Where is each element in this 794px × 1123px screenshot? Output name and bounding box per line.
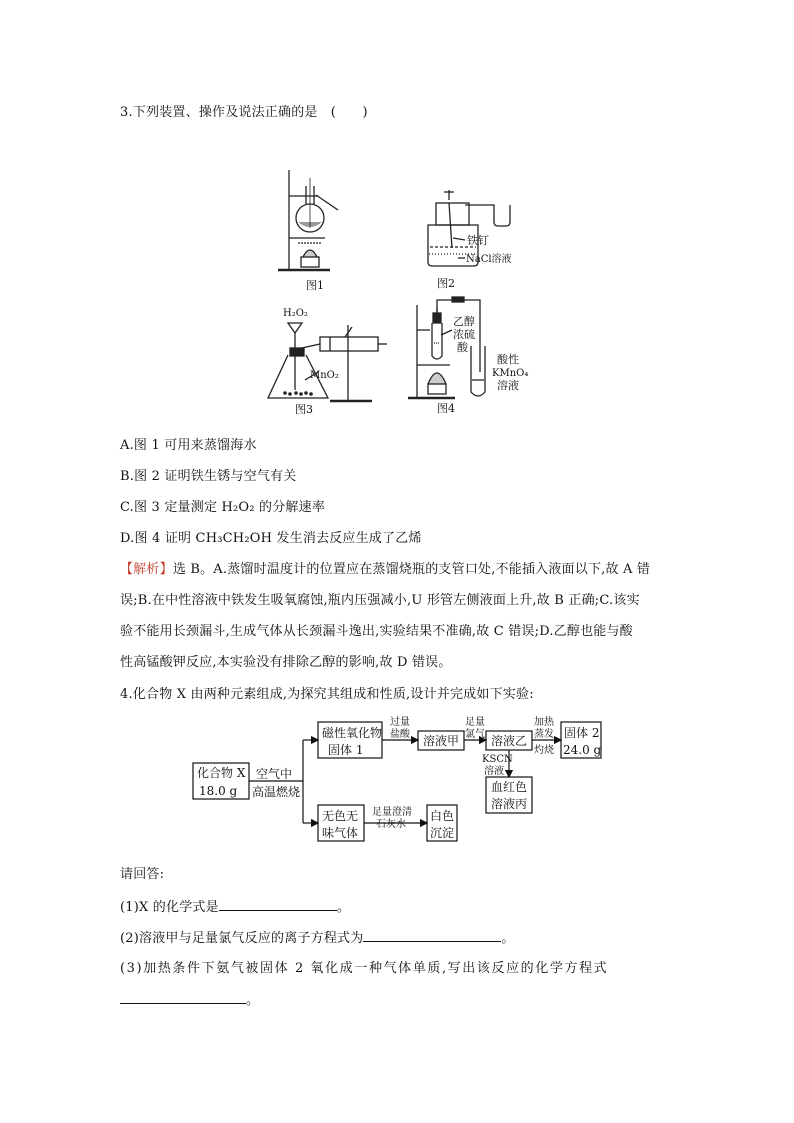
period-2: 。 [501,931,515,946]
answer-blank-1[interactable] [219,897,337,911]
label-kmno4: KMnO₄ [492,368,529,379]
label-heat-1: 加热 [534,717,554,728]
answer-blank-3[interactable] [120,990,246,1004]
figure-4-label: 图4 [437,402,455,415]
label-limewater-1: 足量澄清 [372,807,412,818]
figure-2-label: 图2 [437,277,455,290]
option-a: A.图 1 可用来蒸馏海水 [120,438,257,453]
label-excess-1: 过量 [390,717,410,728]
sub-question-3: (3)加热条件下氨气被固体 2 氧化成一种气体单质,写出该反应的化学方程式 [120,961,609,976]
label-solid2-2: 24.0 g [563,743,602,757]
label-heat-2: 蒸发 [534,729,554,740]
label-ethanol: 乙醇 [453,315,475,328]
sub-question-2 [120,928,515,948]
label-red-1: 血红色 [491,780,528,794]
label-mno2: MnO₂ [310,370,339,381]
label-iron-nail: 铁钉 [467,234,489,247]
label-limewater-2: 石灰水 [376,819,406,830]
analysis-line-2: 误;B.在中性溶液中铁发生吸氧腐蚀,瓶内压强减小,U 形管左侧液面上升,故 B 正确;C.该实 [120,593,640,608]
figure-3-label: 图3 [295,403,313,416]
label-heat-3: 灼烧 [534,745,554,756]
label-h2o2: H₂O₂ [283,308,308,319]
option-d: D.图 4 证明 CH₃CH₂OH 发生消去反应生成了乙烯 [120,531,422,546]
sub-question-3-answer-line [120,990,259,1010]
answer-blank-2[interactable] [363,928,501,942]
analysis-line-3: 验不能用长颈漏斗,生成气体从长颈漏斗逸出,实验结果不准确,故 C 错误;D.乙醇也能与酸 [120,624,633,639]
sub-question-1-text: (1)X 的化学式是 [120,900,219,915]
label-solution-jia: 溶液甲 [423,734,460,748]
label-solution-yi: 溶液乙 [491,734,528,748]
label-excess-2: 盐酸 [390,729,410,740]
option-b: B.图 2 证明铁生锈与空气有关 [120,469,297,484]
label-solid1-2: 固体 1 [328,743,364,757]
question-3-stem: 3.下列装置、操作及说法正确的是 ( ) [120,105,368,120]
analysis-line-4: 性高锰酸钾反应,本实验没有排除乙醇的影响,故 D 错误。 [120,655,452,670]
option-c: C.图 3 定量测定 H₂O₂ 的分解速率 [120,500,326,515]
sub-question-2-text: (2)溶液甲与足量氯气反应的离子方程式为 [120,931,364,946]
label-air-2: 高温燃烧 [252,785,301,799]
label-red-2: 溶液丙 [491,797,528,811]
label-nacl: NaCl溶液 [466,254,512,265]
label-ppt-2: 沉淀 [430,826,455,840]
answer-prompt: 请回答: [120,867,165,882]
label-air-1: 空气中 [256,767,293,781]
period-1: 。 [336,900,351,915]
figure-1-label: 图1 [306,279,324,292]
question-4-stem: 4.化合物 X 由两种元素组成,为探究其组成和性质,设计并完成如下实验: [120,687,534,702]
label-gas-2: 味气体 [322,826,359,840]
label-chlorine-1: 足量 [465,717,485,728]
label-compound-x: 化合物 X [197,766,246,780]
analysis-text-1: 选 B。A.蒸馏时温度计的位置应在蒸馏烧瓶的支管口处,不能插入液面以下,故 A 错 [172,562,651,577]
label-solid2-1: 固体 2 [564,726,600,740]
label-mass-x: 18.0 g [199,784,238,798]
label-acidic: 酸性 [497,353,519,366]
label-ppt-1: 白色 [430,809,455,823]
label-solid1-1: 磁性氧化物 [322,726,383,740]
label-conc-sulfuric-2: 酸 [457,341,468,354]
period-3: 。 [246,993,260,1008]
label-kscn-1: KSCN [482,754,513,765]
label-gas-1: 无色无 [322,809,359,823]
label-kscn-2: 溶液 [484,766,504,777]
label-conc-sulfuric-1: 浓硫 [453,328,475,341]
sub-question-1 [120,897,350,917]
analysis-tag: 【解析】 [120,562,173,577]
label-chlorine-2: 氯气 [465,729,485,740]
label-solution: 溶液 [497,379,519,392]
